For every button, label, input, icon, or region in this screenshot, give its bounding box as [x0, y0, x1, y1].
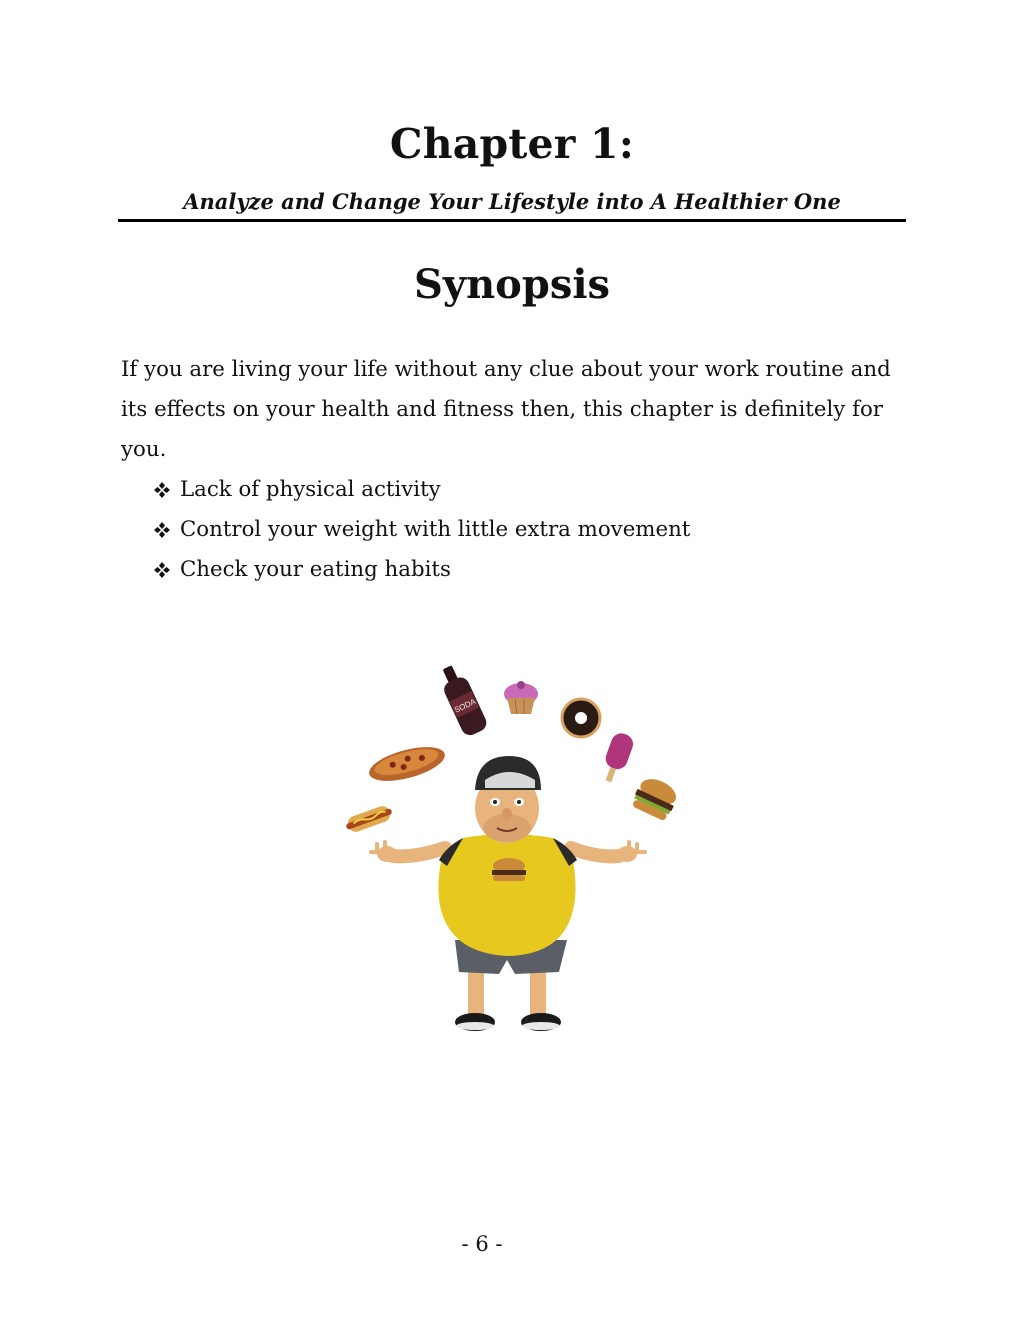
list-item-text: Lack of physical activity [180, 477, 441, 502]
list-item [152, 470, 690, 510]
list-item [152, 550, 690, 590]
intro-paragraph: If you are living your life without any clue about your work routine and its effects on your health and fitness then, this chapter is definitely for you. [121, 357, 891, 462]
diamond-bullet-icon [152, 480, 172, 500]
diamond-bullet-icon [152, 560, 172, 580]
hot-dog-icon [344, 803, 395, 834]
soda-bottle-icon [435, 662, 489, 738]
section-title: Synopsis [413, 261, 611, 308]
list-item-text: Check your eating habits [180, 557, 451, 582]
chapter-subtitle: Analyze and Change Your Lifestyle into A Healthier One [183, 189, 841, 214]
pizza-icon [366, 740, 449, 787]
list-item-text: Control your weight with little extra movement [180, 517, 691, 542]
popsicle-icon [598, 731, 636, 786]
page-number: - 6 - [461, 1232, 503, 1256]
title-divider [118, 219, 906, 222]
diamond-bullet-icon [152, 520, 172, 540]
juggling-junk-food-man-illustration [335, 660, 685, 1045]
shirt-burger-icon [492, 858, 526, 881]
chapter-title: Chapter 1: [389, 120, 635, 168]
donut-icon [562, 699, 600, 737]
burger-icon [630, 774, 681, 823]
bottle-label: SODA [452, 696, 478, 715]
cupcake-icon [504, 681, 538, 714]
list-item [152, 510, 690, 550]
bullet-list [152, 470, 690, 590]
